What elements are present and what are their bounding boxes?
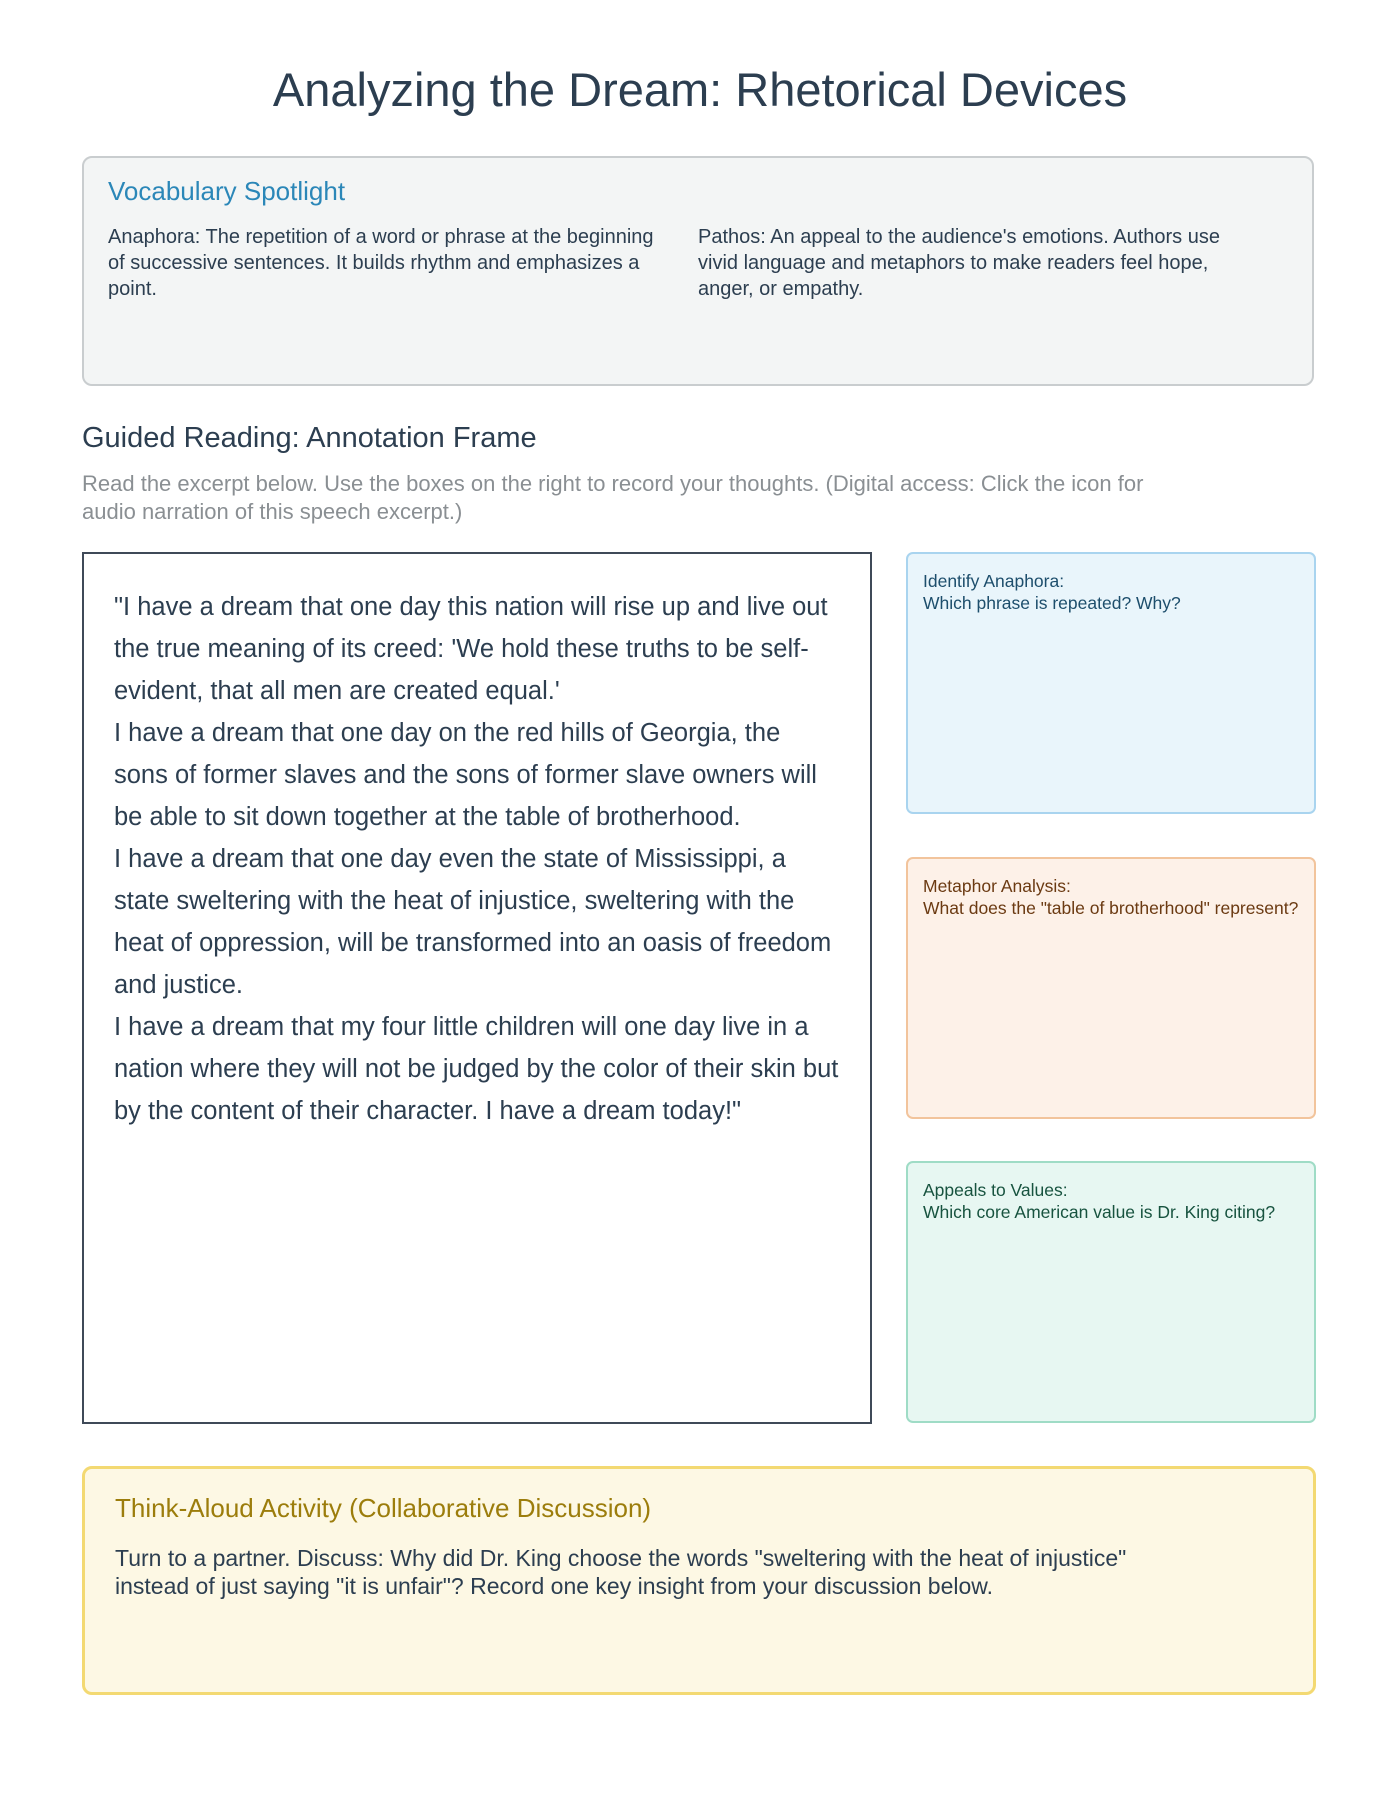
excerpt-text <box>114 586 840 1132</box>
vocabulary-spotlight <box>82 156 1314 386</box>
vocabulary-title: Vocabulary Spotlight <box>108 176 346 206</box>
speech-excerpt <box>82 552 872 1424</box>
think-aloud-instructions: Turn to a partner. Discuss: Why did Dr. King choose the words "sweltering with the heat of injustice" instead of just saying "it is unfair"? Record one key insight from your discussion below. <box>115 1545 1127 1599</box>
annotation-prompt: Which core American value is Dr. King citing? <box>923 1202 1276 1222</box>
annotation-label: Identify Anaphora: <box>923 571 1065 591</box>
guided-reading-title: Guided Reading: Annotation Frame <box>82 422 537 454</box>
think-aloud-title: Think-Aloud Activity (Collaborative Discussion) <box>115 1493 652 1523</box>
annotation-prompt: What does the "table of brotherhood" represent? <box>923 898 1299 918</box>
annotation-box-values[interactable] <box>906 1161 1316 1423</box>
excerpt-paragraph-4: I have a dream that my four little children will one day live in a nation where they will not be judged by the color of their skin but by the content of their character. I have a dream today!" <box>114 1013 839 1125</box>
vocab-pathos-definition: Pathos: An appeal to the audience's emotions. Authors use vivid language and metaphors to make readers feel hope, anger, or empathy. <box>698 226 1220 300</box>
vocabulary-columns <box>108 224 1288 302</box>
guided-reading-instructions: Read the excerpt below. Use the boxes on the right to record your thoughts. (Digital access: Click the icon for audio narration of this speech excerpt.) <box>82 471 1144 524</box>
excerpt-paragraph-3: I have a dream that one day even the state of Mississippi, a state sweltering with the heat of injustice, sweltering with the heat of oppression, will be transformed into an oasis of freedom and justice. <box>114 845 832 999</box>
annotation-label: Appeals to Values: <box>923 1180 1068 1200</box>
vocab-anaphora-definition: Anaphora: The repetition of a word or phrase at the beginning of successive sentences. It builds rhythm and emphasizes a point. <box>108 226 654 300</box>
annotation-box-anaphora[interactable] <box>906 552 1316 814</box>
annotation-box-metaphor[interactable] <box>906 857 1316 1119</box>
excerpt-paragraph-1: "I have a dream that one day this nation will rise up and live out the true meaning of its creed: 'We hold these truths to be self-evident, that all men are created equal.' <box>114 593 828 705</box>
annotation-label: Metaphor Analysis: <box>923 876 1071 896</box>
annotation-prompt: Which phrase is repeated? Why? <box>923 593 1181 613</box>
page-title: Analyzing the Dream: Rhetorical Devices <box>272 63 1128 116</box>
excerpt-paragraph-2: I have a dream that one day on the red hills of Georgia, the sons of former slaves and the sons of former slave owners will be able to sit down together at the table of brotherhood. <box>114 719 817 831</box>
think-aloud-activity[interactable] <box>82 1466 1316 1695</box>
